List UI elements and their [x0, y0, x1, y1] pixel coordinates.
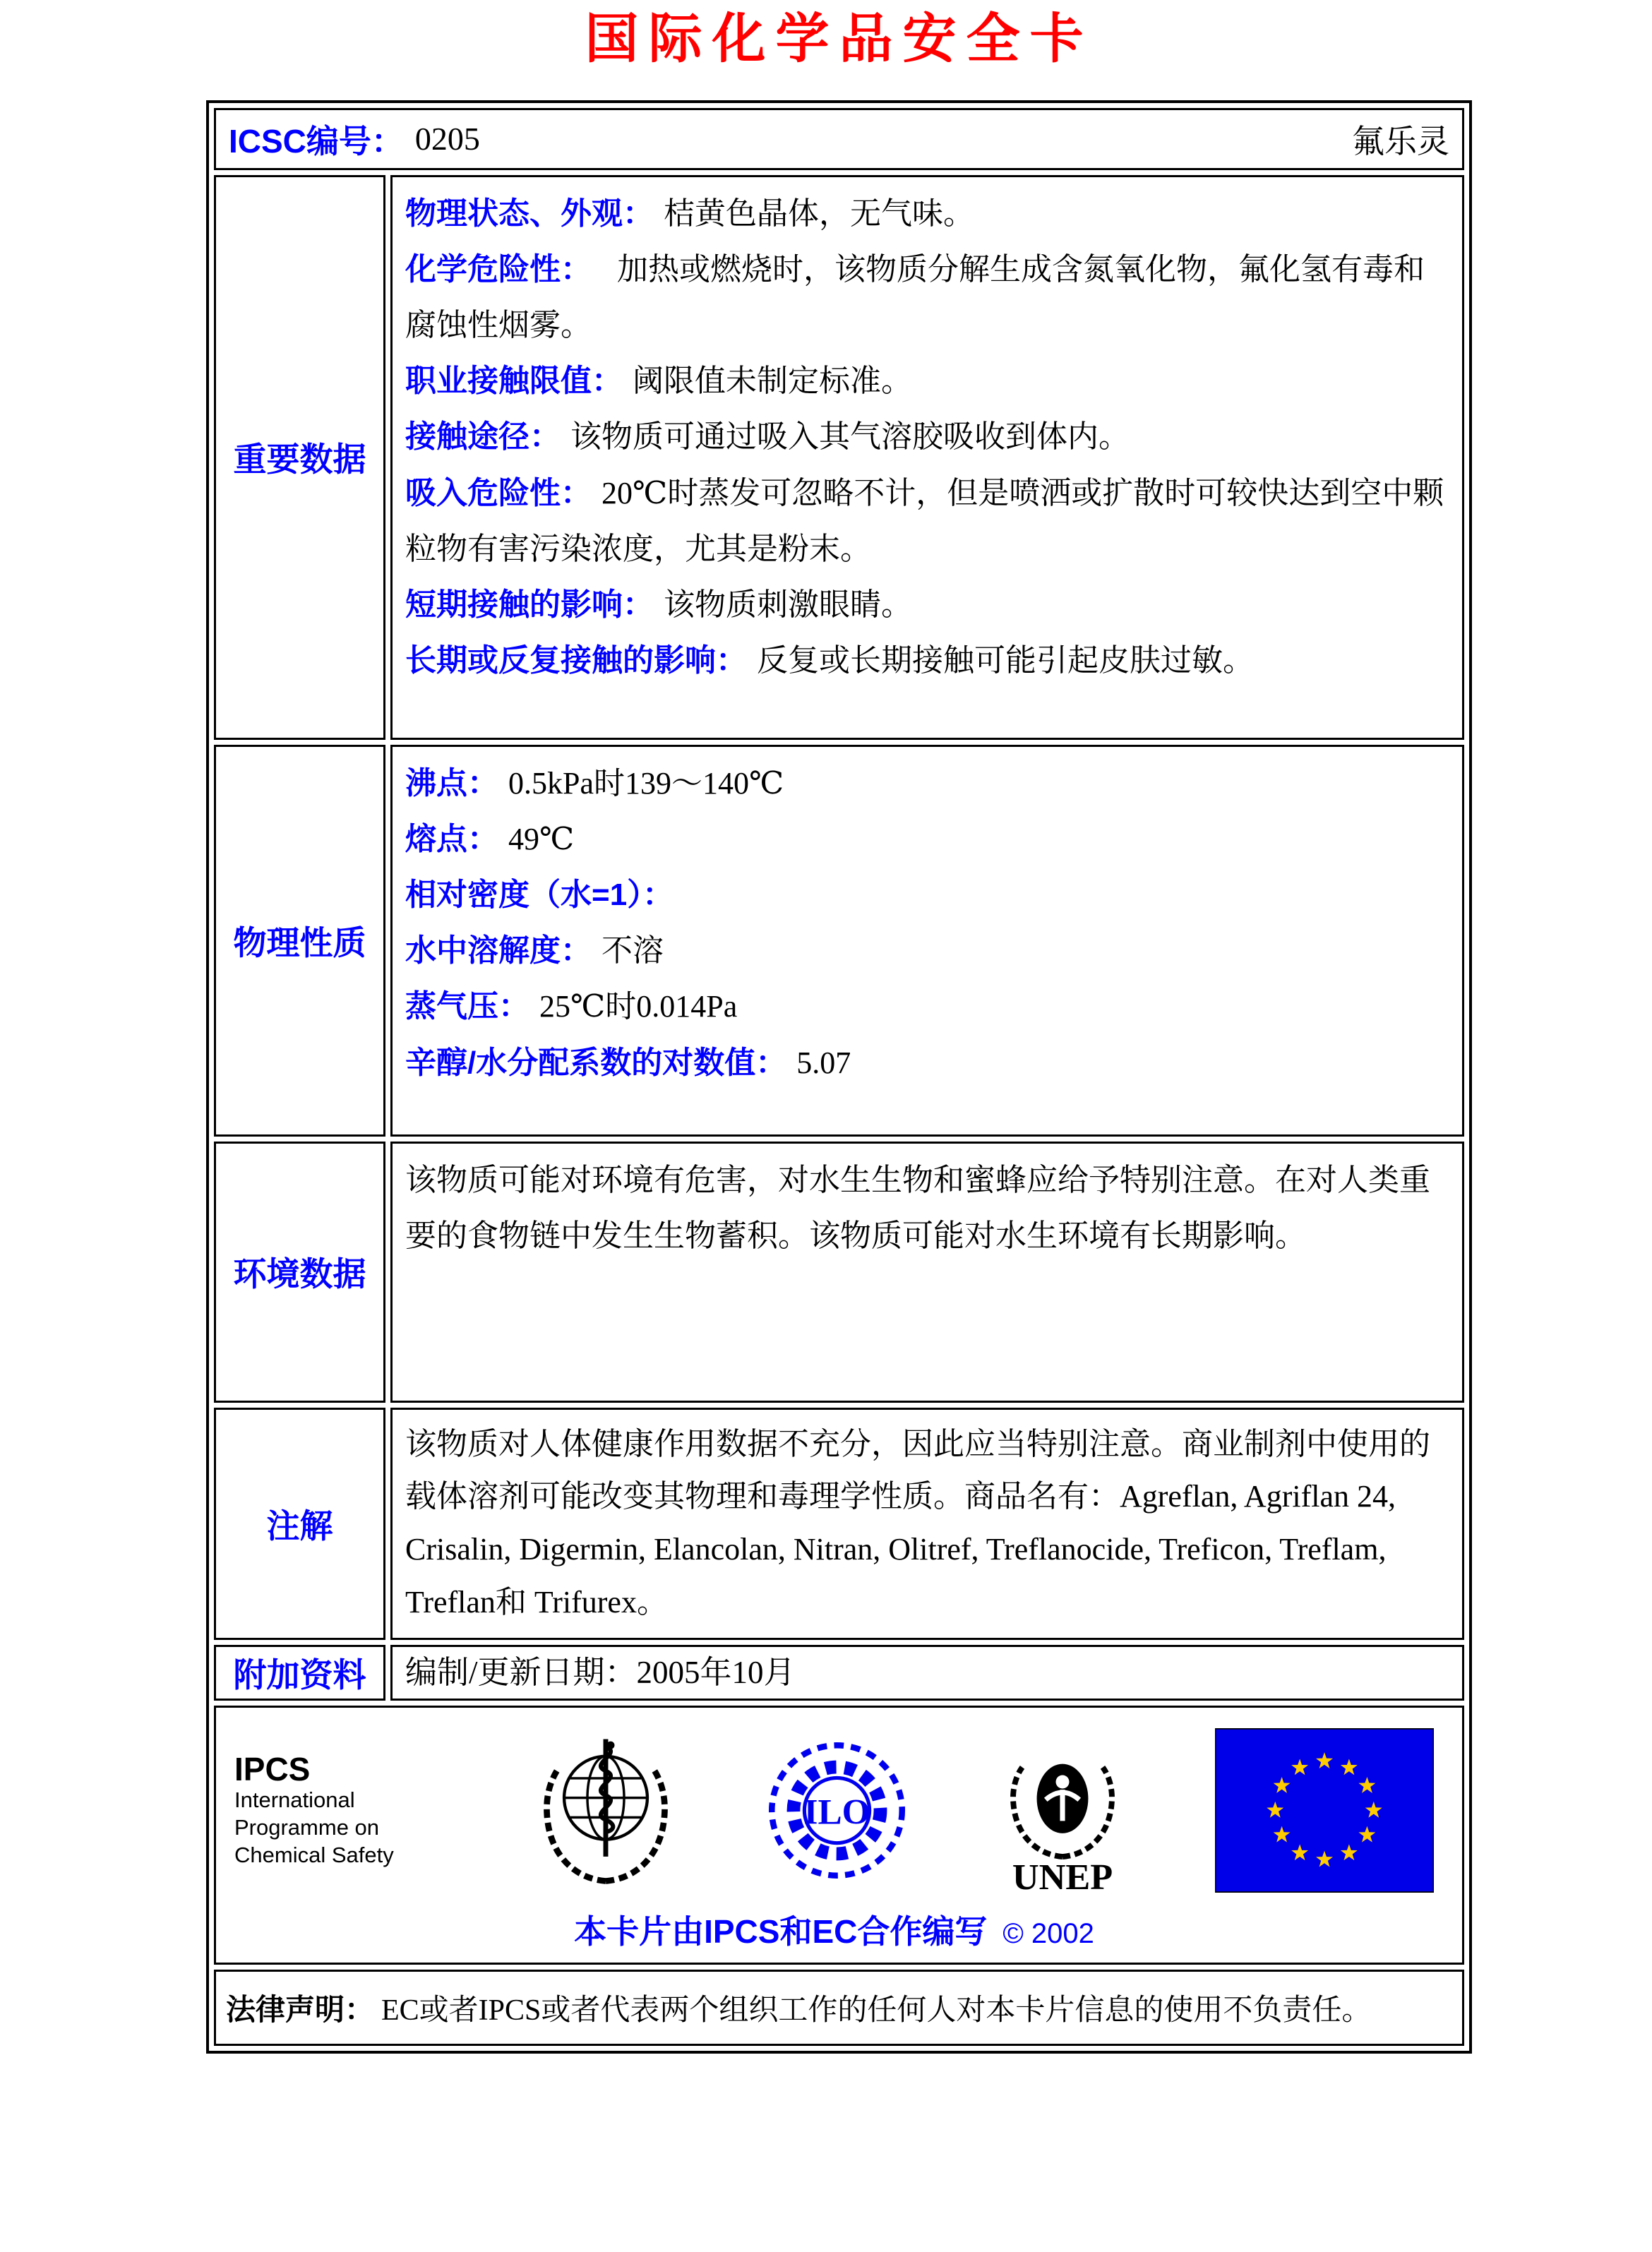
field-label: 相对密度（水=1）： — [405, 877, 674, 912]
ipcs-subtitle-line: Chemical Safety — [234, 1842, 394, 1867]
field-label: 水中溶解度： — [405, 933, 592, 969]
legal-text: EC或者IPCS或者代表两个组织工作的任何人对本卡片信息的使用不负责任。 — [381, 1994, 1372, 2027]
ipcs-block — [234, 1751, 446, 1869]
section-label-physical: 物理性质 — [214, 745, 385, 1137]
field-value: 不溶 — [601, 933, 664, 969]
update-date-label: 编制/更新日期： — [405, 1654, 637, 1690]
field-line-vapor-pressure — [405, 978, 1449, 1034]
who-emblem-icon — [532, 1729, 679, 1891]
field-label: 长期或反复接触的影响： — [405, 643, 747, 678]
section-label-additional: 附加资料 — [214, 1645, 385, 1701]
header-row — [214, 108, 1464, 170]
field-value: 该物质可通过吸入其气溶胶吸收到体内。 — [570, 419, 1130, 455]
page-title: 国际化学品安全卡 — [585, 9, 1094, 69]
field-label: 职业接触限值： — [405, 364, 623, 399]
organization-logos — [234, 1725, 1434, 1896]
update-date-value: 2005年10月 — [636, 1654, 796, 1690]
field-value: 阈限值未制定标准。 — [633, 364, 912, 399]
field-label: 蒸气压： — [405, 989, 529, 1024]
field-value: 桔黄色晶体，无气味。 — [664, 196, 974, 231]
field-value: 加热或燃烧时，该物质分解生成含氮氧化物，氟化氢有毒和腐蚀性烟雾。 — [405, 251, 1425, 342]
section-row-environment — [214, 1142, 1464, 1403]
field-label: 接触途径： — [405, 419, 561, 455]
field-line-occupational-limit — [405, 353, 1449, 409]
unep-logo — [995, 1725, 1130, 1896]
cooperation-caption — [234, 1906, 1434, 1953]
legal-cell — [214, 1970, 1464, 2046]
logos-row-tr — [214, 1706, 1464, 1965]
legal-row — [214, 1970, 1464, 2046]
field-line-boiling-point — [405, 755, 1449, 811]
field-line-melting-point — [405, 811, 1449, 867]
field-value: 49℃ — [508, 821, 575, 856]
section-row-physical — [214, 745, 1464, 1137]
field-line-long-term-effect — [405, 633, 1449, 688]
section-row-notes — [214, 1408, 1464, 1640]
field-label: 化学危险性： — [405, 251, 576, 287]
section-label-environment: 环境数据 — [214, 1142, 385, 1403]
ipcs-title: IPCS — [234, 1750, 311, 1787]
field-value: 25℃时0.014Pa — [539, 989, 738, 1024]
unep-emblem-icon — [995, 1725, 1130, 1893]
header-cell — [214, 108, 1464, 170]
chemical-name: 氟乐灵 — [1352, 123, 1449, 160]
unep-letters: UNEP — [1012, 1856, 1113, 1893]
field-line-exposure-route — [405, 409, 1449, 465]
logos-cell — [214, 1706, 1464, 1965]
field-value: 5.07 — [796, 1045, 851, 1080]
field-value: 该物质刺激眼睛。 — [664, 587, 912, 622]
section-row-important — [214, 175, 1464, 740]
field-line-short-term-effect — [405, 577, 1449, 633]
section-row-additional — [214, 1645, 1464, 1701]
legal-label: 法律声明： — [226, 1992, 375, 2026]
field-label: 熔点： — [405, 821, 498, 856]
ilo-emblem-icon — [765, 1738, 909, 1883]
field-value: 0.5kPa时139～140℃ — [508, 765, 784, 801]
ipcs-subtitle-line: Programme on — [234, 1814, 380, 1840]
field-label: 辛醇/水分配系数的对数值： — [405, 1045, 787, 1080]
field-line-chemical-danger — [405, 241, 1449, 353]
field-label: 短期接触的影响： — [405, 587, 654, 622]
section-content-notes — [390, 1408, 1464, 1640]
caption-text: 本卡片由IPCS和EC合作编写 — [574, 1912, 988, 1950]
field-value: 20℃时蒸发可忽略不计，但是喷洒或扩散时可较快达到空中颗粒物有害污染浓度，尤其是粉末。 — [405, 475, 1444, 566]
field-label: 吸入危险性： — [405, 475, 592, 510]
section-label-notes: 注解 — [214, 1408, 385, 1640]
section-label-important: 重要数据 — [214, 175, 385, 740]
ipcs-subtitle-line: International — [234, 1787, 355, 1813]
icsc-number-label: ICSC编号： — [229, 122, 404, 160]
field-line-relative-density — [405, 867, 1449, 923]
field-line-octanol-water — [405, 1035, 1449, 1091]
ilo-letters: ILO — [803, 1791, 870, 1832]
field-label: 物理状态、外观： — [405, 196, 654, 231]
copyright-text: © 2002 — [1002, 1917, 1094, 1949]
section-content-important — [390, 175, 1464, 740]
eu-flag-icon — [1215, 1728, 1434, 1893]
field-line-inhalation-risk — [405, 465, 1449, 577]
icsc-number-value: 0205 — [414, 121, 480, 157]
icsc-card-sheet — [206, 10, 1472, 2054]
section-content-physical — [390, 745, 1464, 1137]
field-line-update-date — [405, 1651, 1449, 1694]
field-line-water-solubility — [405, 923, 1449, 978]
icsc-card-table — [206, 100, 1472, 2054]
section-content-additional — [390, 1645, 1464, 1701]
environment-text: 该物质可能对环境有危害，对水生生物和蜜蜂应给予特别注意。在对人类重要的食物链中发生生物蓄积。该物质可能对水生环境有长期影响。 — [405, 1162, 1430, 1253]
section-content-environment — [390, 1142, 1464, 1403]
field-line-physical-state — [405, 186, 1449, 241]
field-label: 沸点： — [405, 765, 498, 801]
notes-text: 该物质对人体健康作用数据不充分，因此应当特别注意。商业制剂中使用的载体溶剂可能改变其物理和毒理学性质。商品名有：Agreflan, Agriflan 24, Crisalin, Digermin, Elancolan, Nitran, Olitref, Treflanocide, Treficon, Treflam, Treflan和 Trifurex。 — [405, 1426, 1430, 1619]
field-value: 反复或长期接触可能引起皮肤过敏。 — [757, 643, 1254, 678]
